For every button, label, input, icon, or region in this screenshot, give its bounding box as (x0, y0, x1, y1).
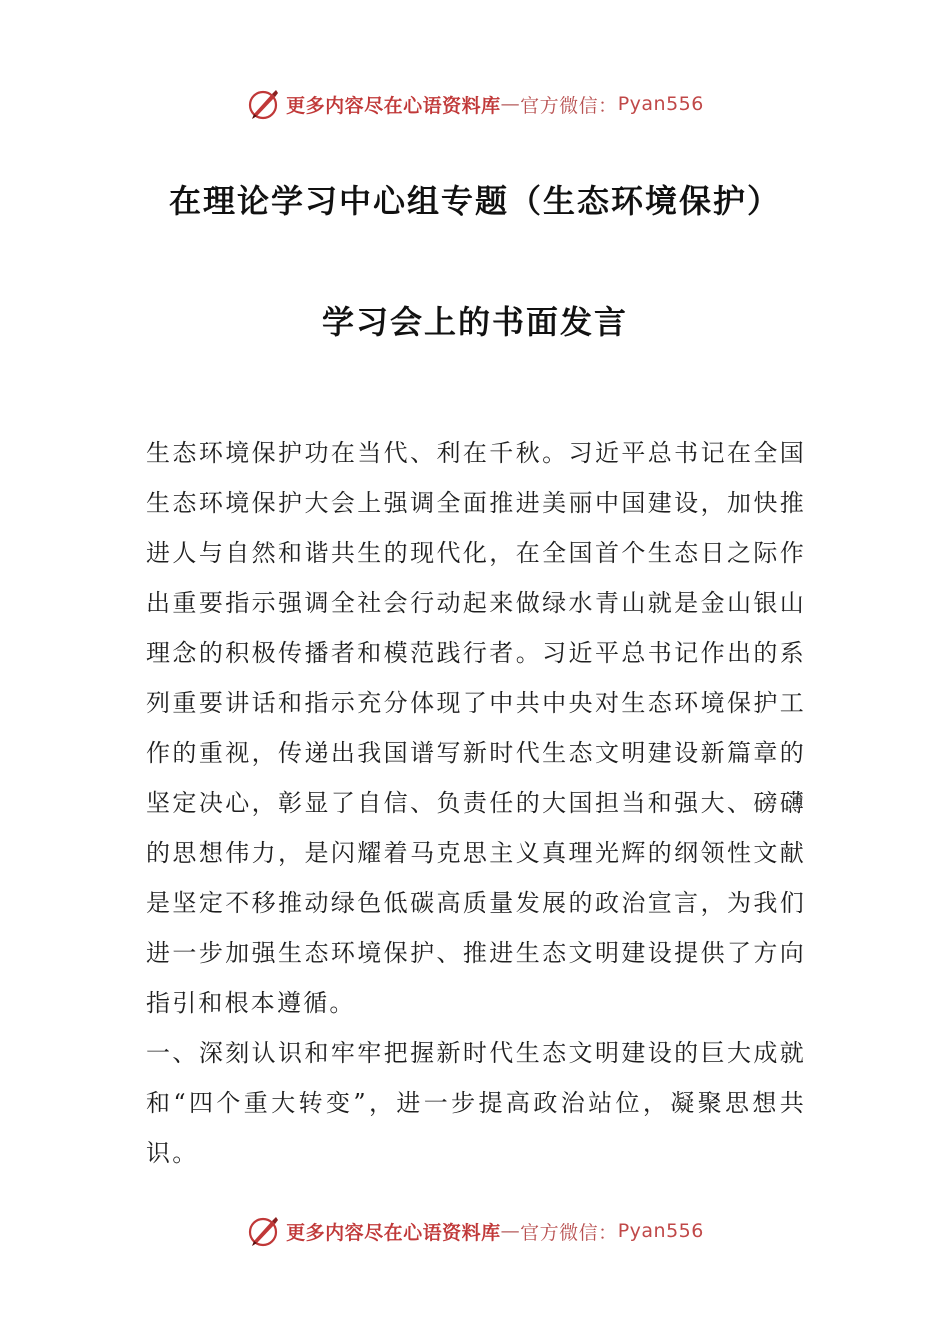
document-title-line1: 在理论学习中心组专题（生态环境保护） (168, 182, 781, 220)
watermark-label: 官方微信： (520, 94, 618, 117)
watermark-wechat-id: Pyan556 (617, 1220, 704, 1242)
watermark-name: 更多内容尽在心语资料库 (286, 1221, 501, 1244)
watermark-separator: — (500, 93, 521, 115)
header-watermark (0, 84, 950, 124)
watermark-name: 更多内容尽在心语资料库 (286, 94, 501, 117)
pen-logo-icon (246, 86, 282, 122)
watermark-label: 官方微信： (520, 1221, 618, 1244)
document-title-line2: 学习会上的书面发言 (321, 303, 628, 341)
pen-logo-icon (246, 1213, 282, 1249)
watermark-separator: — (500, 1220, 521, 1242)
body-paragraph-1: 生态环境保护功在当代、利在千秋。习近平总书记在全国生态环境保护大会上强调全面推进美丽中国建设，加快推进人与自然和谐共生的现代化，在全国首个生态日之际作出重要指示强调全社会行动起来做绿水青山就是金山银山理念的积极传播者和模范践行者。习近平总书记作出的系列重要讲话和指示充分体现了中共中央对生态环境保护工作的重视，传递出我国谱写新时代生态文明建设新篇章的坚定决心，彰显了自信、负责任的大国担当和强大、磅礴的思想伟力，是闪耀着马克思主义真理光辉的纲领性文献是坚定不移推动绿色低碳高质量发展的政治宣言，为我们进一步加强生态环境保护、推进生态文明建设提供了方向指引和根本遵循。 (146, 439, 806, 1017)
footer-watermark (0, 1211, 950, 1251)
document-body (146, 428, 806, 1178)
body-paragraph-2: 一、深刻认识和牢牢把握新时代生态文明建设的巨大成就和“四个重大转变”，进一步提高政治站位，凝聚思想共识。 (146, 1039, 806, 1167)
watermark-wechat-id: Pyan556 (617, 93, 704, 115)
